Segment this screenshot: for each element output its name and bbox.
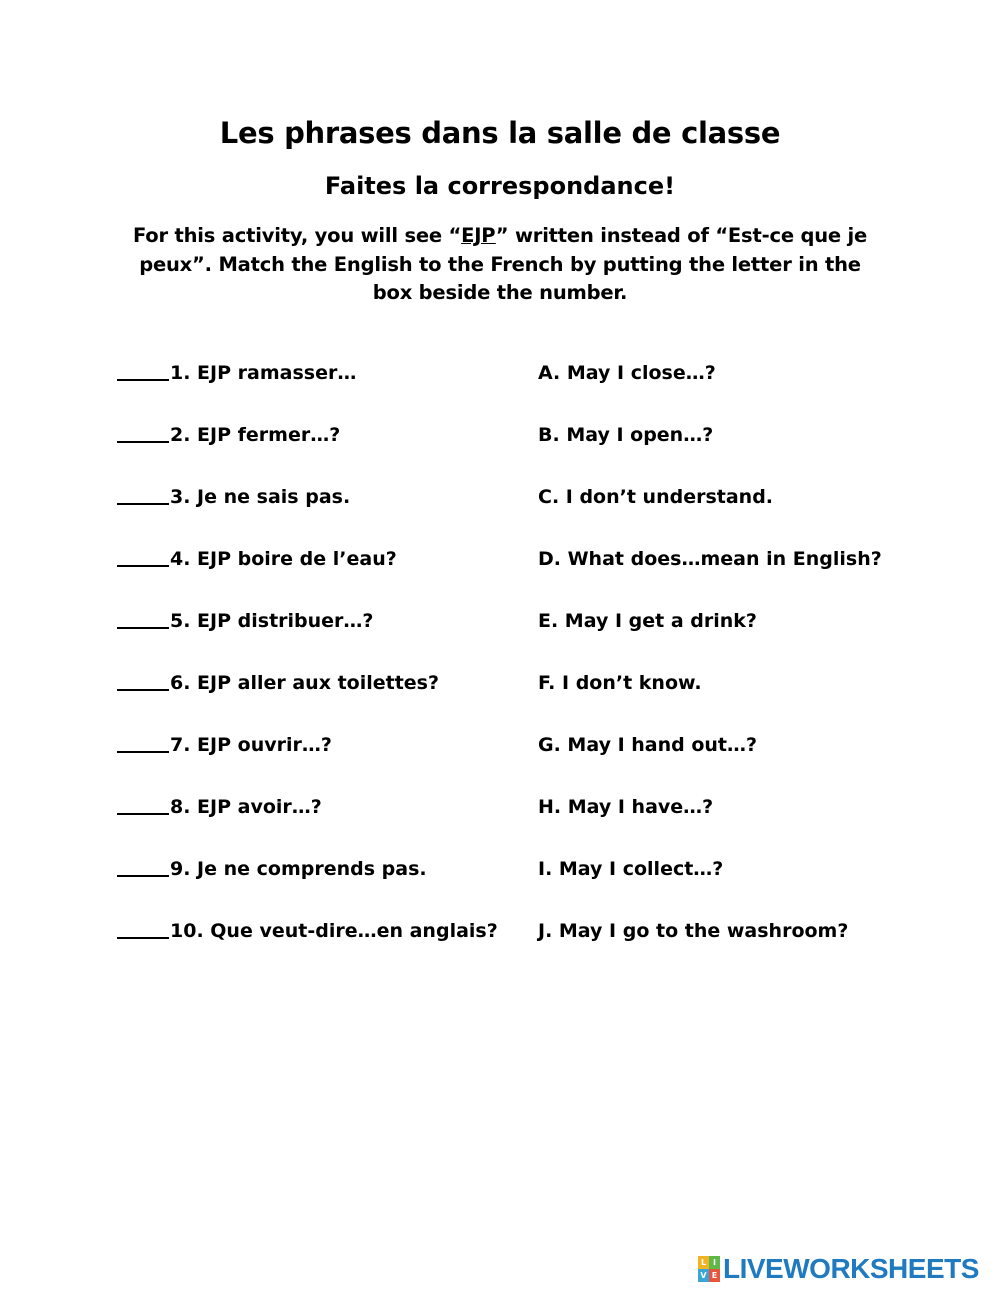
instructions xyxy=(120,222,880,308)
answer-blank[interactable] xyxy=(117,565,169,567)
matching-row xyxy=(0,546,1000,576)
answer-blank[interactable] xyxy=(117,379,169,381)
french-phrase: 5. EJP distribuer…? xyxy=(170,610,374,632)
matching-row xyxy=(0,670,1000,700)
matching-row xyxy=(0,608,1000,638)
english-phrase: C. I don’t understand. xyxy=(538,486,774,508)
logo-icon-letter: L xyxy=(698,1256,709,1269)
french-phrase: 7. EJP ouvrir…? xyxy=(170,734,332,756)
answer-blank[interactable] xyxy=(117,503,169,505)
english-phrase: F. I don’t know. xyxy=(538,672,702,694)
english-phrase: G. May I hand out…? xyxy=(538,734,758,756)
french-phrase: 9. Je ne comprends pas. xyxy=(170,858,427,880)
matching-row xyxy=(0,484,1000,514)
liveworksheets-logo xyxy=(698,1254,979,1284)
english-phrase: D. What does…mean in English? xyxy=(538,548,882,570)
matching-row xyxy=(0,794,1000,824)
english-phrase: E. May I get a drink? xyxy=(538,610,757,632)
french-phrase: 8. EJP avoir…? xyxy=(170,796,322,818)
instructions-text-after: ” written instead of “Est-ce que je peux”. Match the English to the French by putting the letter in the box beside the number. xyxy=(139,224,868,304)
instructions-abbreviation: EJP xyxy=(461,224,496,247)
answer-blank[interactable] xyxy=(117,751,169,753)
page-subtitle: Faites la correspondance! xyxy=(324,172,676,200)
french-phrase: 2. EJP fermer…? xyxy=(170,424,341,446)
liveworksheets-logo-text: LIVEWORKSHEETS xyxy=(723,1253,979,1284)
matching-row xyxy=(0,732,1000,762)
french-phrase: 10. Que veut-dire…en anglais? xyxy=(170,920,498,942)
french-phrase: 3. Je ne sais pas. xyxy=(170,486,351,508)
answer-blank[interactable] xyxy=(117,627,169,629)
logo-icon-letter: I xyxy=(709,1256,720,1269)
matching-row xyxy=(0,856,1000,886)
answer-blank[interactable] xyxy=(117,689,169,691)
answer-blank[interactable] xyxy=(117,813,169,815)
instructions-text-before: For this activity, you will see “ xyxy=(132,224,462,247)
french-phrase: 4. EJP boire de l’eau? xyxy=(170,548,397,570)
answer-blank[interactable] xyxy=(117,937,169,939)
page-title: Les phrases dans la salle de classe xyxy=(219,116,781,150)
matching-row xyxy=(0,918,1000,948)
english-phrase: H. May I have…? xyxy=(538,796,714,818)
english-phrase: A. May I close…? xyxy=(538,362,716,384)
logo-icon-letter: V xyxy=(698,1269,709,1282)
answer-blank[interactable] xyxy=(117,441,169,443)
matching-row xyxy=(0,360,1000,390)
english-phrase: J. May I go to the washroom? xyxy=(538,920,849,942)
logo-icon-letter: E xyxy=(709,1269,720,1282)
matching-row xyxy=(0,422,1000,452)
english-phrase: B. May I open…? xyxy=(538,424,714,446)
english-phrase: I. May I collect…? xyxy=(538,858,724,880)
liveworksheets-logo-icon xyxy=(698,1256,720,1282)
french-phrase: 1. EJP ramasser… xyxy=(170,362,357,384)
answer-blank[interactable] xyxy=(117,875,169,877)
french-phrase: 6. EJP aller aux toilettes? xyxy=(170,672,440,694)
